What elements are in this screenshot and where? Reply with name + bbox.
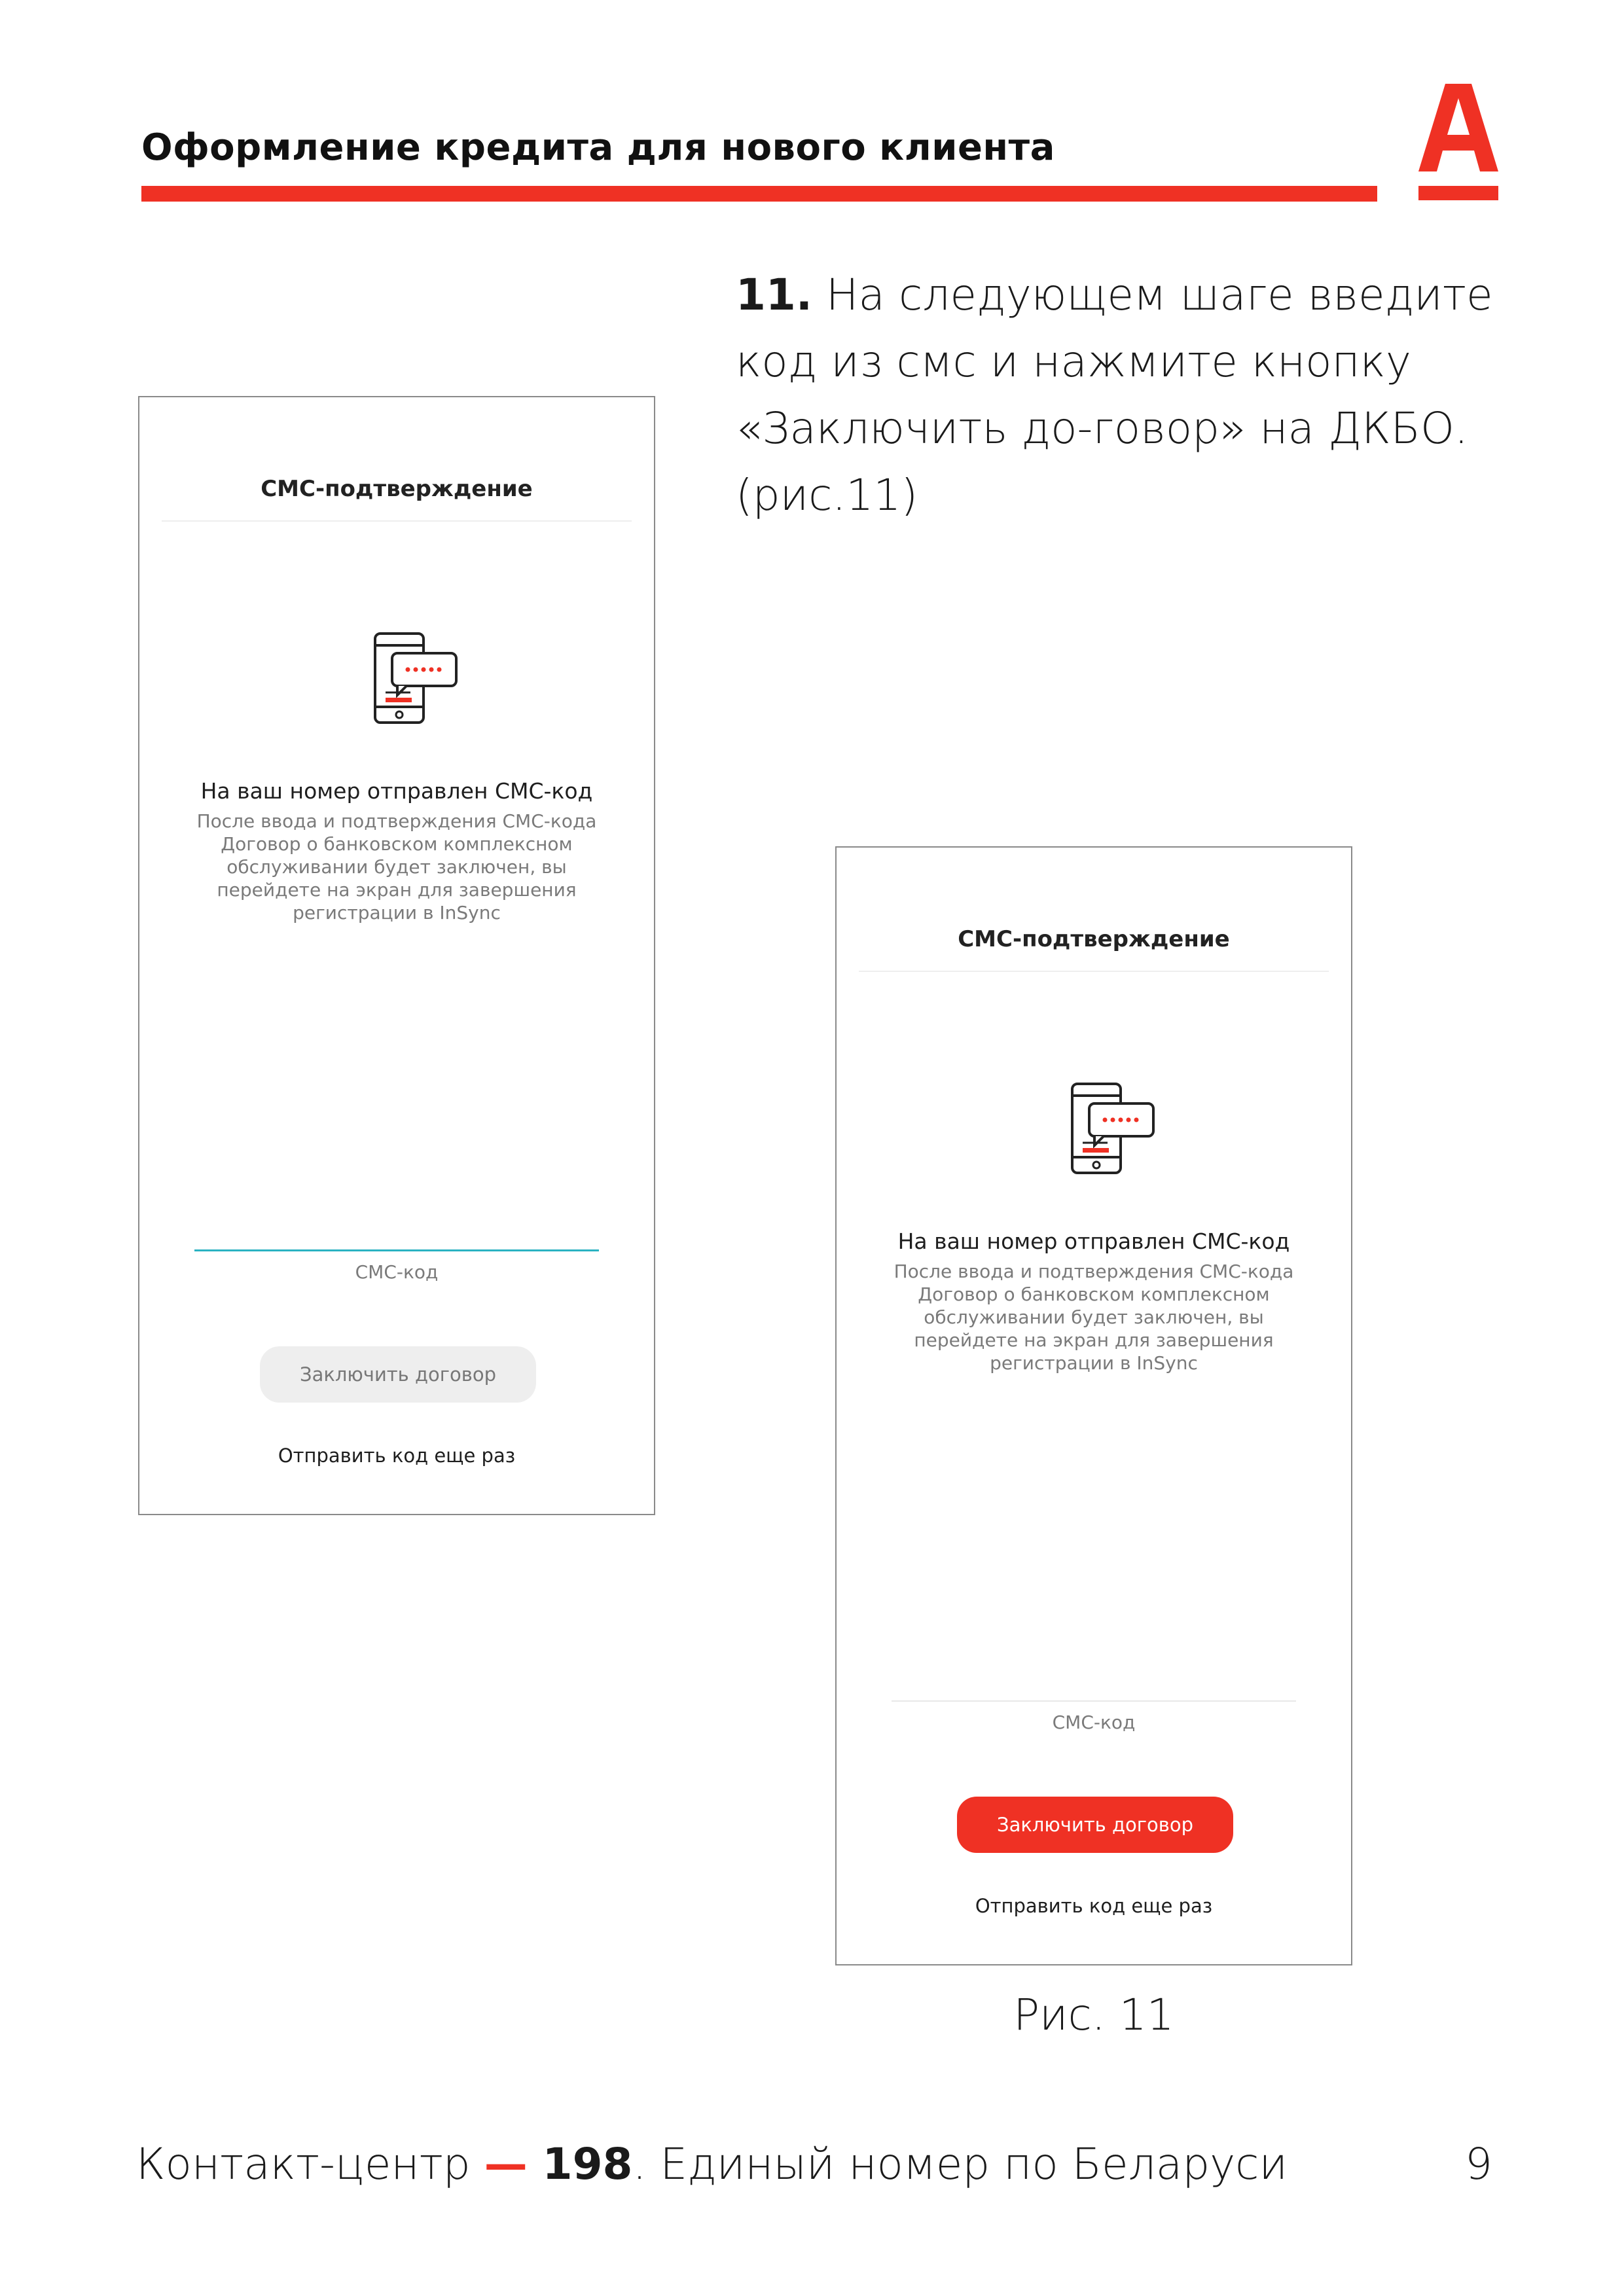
phone-sms-icon (1066, 1080, 1157, 1178)
phone-screen-before (138, 396, 655, 1515)
sms-code-input[interactable] (194, 1249, 599, 1251)
figure-caption: Рис. 11 (1013, 1990, 1174, 2040)
footer-contact (136, 2139, 1288, 2189)
sms-code-label: СМС-код (1052, 1712, 1136, 1733)
phone-sms-icon (369, 630, 460, 728)
resend-code-link[interactable]: Отправить код еще раз (975, 1895, 1213, 1917)
footer-dash: — (484, 2139, 528, 2189)
sign-contract-button[interactable]: Заключить договор (957, 1797, 1233, 1853)
title-divider (859, 971, 1329, 972)
footer-phone-number: 198 (527, 2139, 633, 2189)
screen-title: СМС-подтверждение (261, 476, 533, 502)
sms-sent-heading: На ваш номер отправлен СМС-код (200, 778, 593, 804)
sign-contract-button[interactable]: Заключить договор (260, 1346, 536, 1403)
sms-code-input[interactable] (892, 1700, 1296, 1702)
resend-code-link[interactable]: Отправить код еще раз (278, 1444, 516, 1467)
step-instruction (736, 262, 1508, 529)
step-number: 11. (736, 270, 812, 320)
footer-prefix: Контакт-центр (136, 2139, 484, 2189)
footer-suffix: . Единый номер по Беларуси (632, 2139, 1288, 2189)
page-header-title: Оформление кредита для нового клиента (141, 126, 1055, 169)
phone-screen-after (835, 846, 1352, 1965)
sms-code-label: СМС-код (355, 1261, 439, 1283)
header-rule (141, 186, 1377, 202)
sms-description: После ввода и подтверждения СМС-кода Договор о банковском комплексном обслуживании будет заключен, вы перейдете на экран для завершения регистрации в InSync (196, 810, 597, 924)
step-text: На следующем шаге введите код из смс и нажмите кнопку «Заключить до-говор» на ДКБО. (рис.11) (736, 270, 1493, 520)
title-divider (162, 520, 632, 522)
sms-description: После ввода и подтверждения СМС-кода Договор о банковском комплексном обслуживании будет заключен, вы перейдете на экран для завершения регистрации в InSync (893, 1261, 1294, 1374)
screen-title: СМС-подтверждение (958, 926, 1230, 952)
sms-sent-heading: На ваш номер отправлен СМС-код (897, 1229, 1290, 1254)
alfa-bank-logo (1416, 79, 1501, 203)
page-number: 9 (1465, 2139, 1492, 2189)
